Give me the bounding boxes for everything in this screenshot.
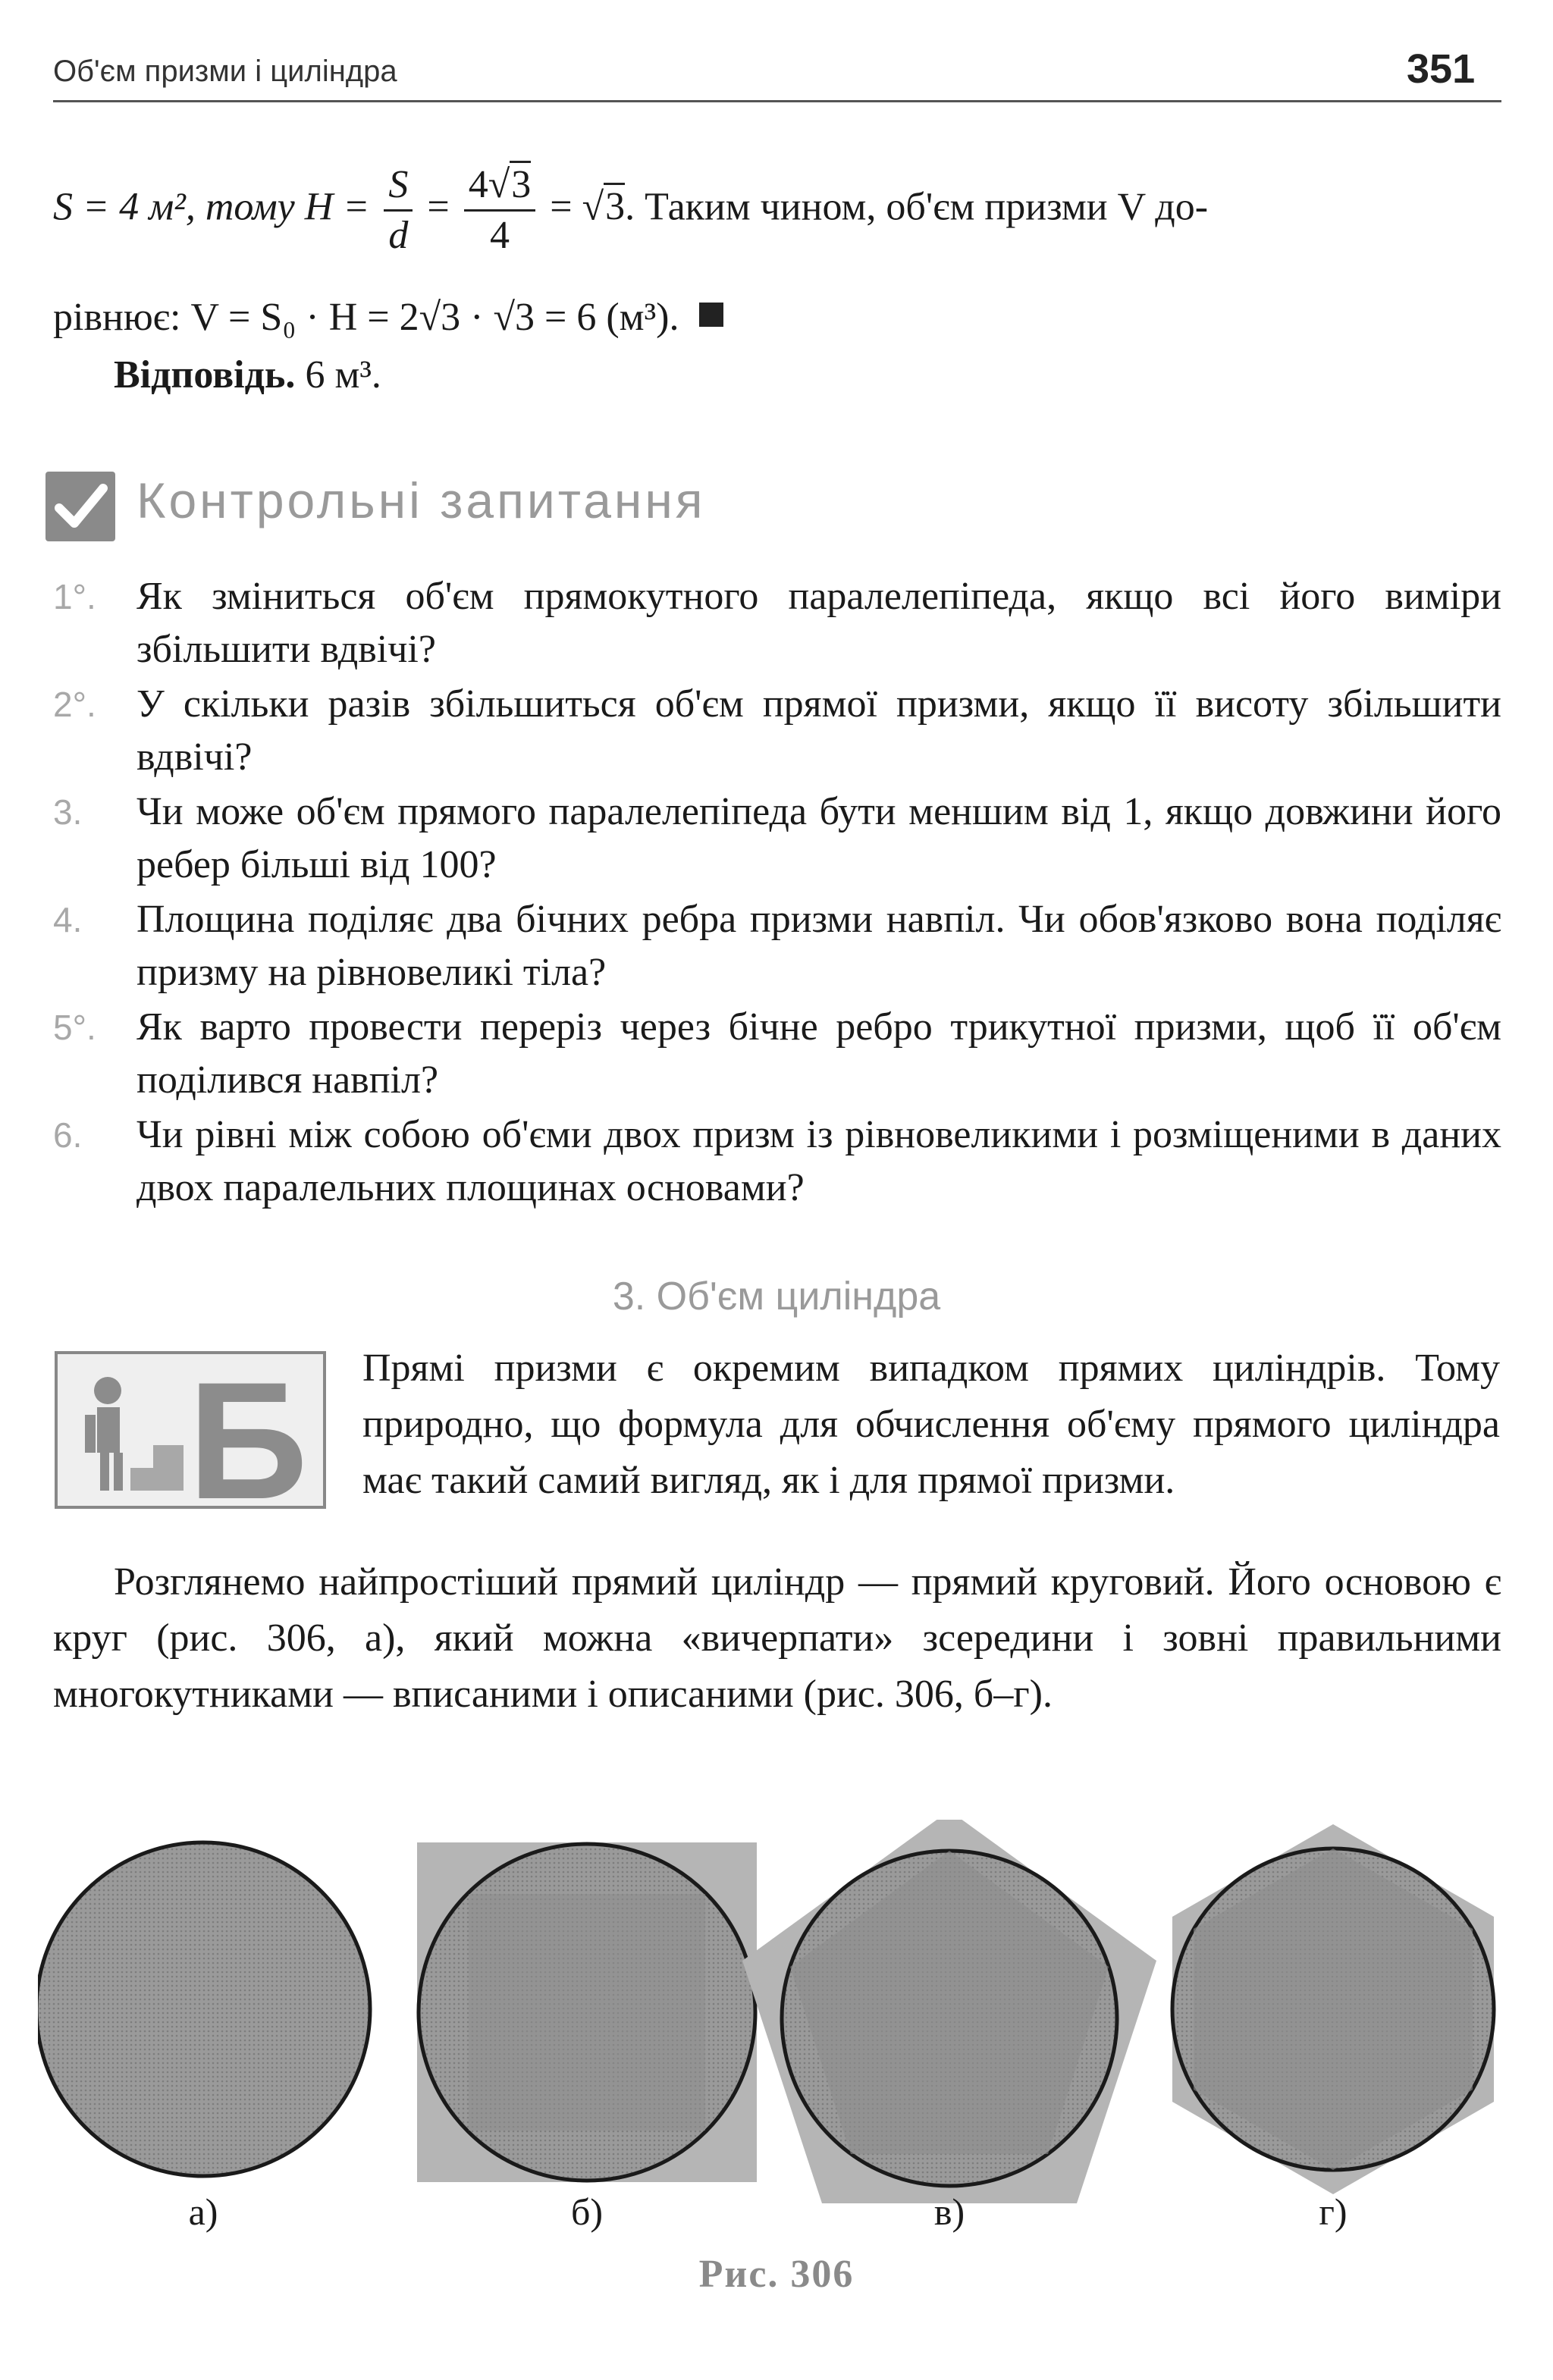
formula-prefix: S = 4 м², тому H =: [53, 185, 370, 229]
question-item: 1°. Як зміниться об'єм прямокутного паралелепіпеда, якщо всі його виміри збільшити вдвічі?: [53, 575, 1501, 671]
control-questions-heading: [45, 467, 895, 550]
figure-b-circumscribed-square: [417, 1842, 757, 2182]
climbing-figure-icon: [62, 1354, 199, 1506]
figure-label-b: б): [570, 2190, 604, 2233]
figure-c-pentagons: [742, 1820, 1156, 2203]
question-item: 4. Площина поділяє два бічних ребра призми навпіл. Чи обов'язково вона поділяє призму на рівновеликі тіла?: [53, 898, 1501, 994]
section-title: Контрольні запитання: [136, 472, 706, 528]
figure-label-a: а): [188, 2190, 218, 2233]
end-of-proof-square: [699, 303, 723, 327]
fraction-4sqrt3-over-4: $\frac{4√3}{4}$: [464, 161, 536, 260]
header-rule: [53, 100, 1501, 102]
answer-label: Відповідь.: [114, 353, 296, 397]
solution-line-1: S = 4 м², тому H = $\frac{S}{d}$ = $\frac{4√3}{4}$ = √3. Таким чином, об'єм призми V до-: [53, 161, 1501, 260]
level-letter: Б: [187, 1347, 308, 1534]
running-title: Об'єм призми і циліндра: [53, 55, 397, 88]
paragraph-main: Розглянемо найпростіший прямий циліндр — прямий круговий. Його основою є круг (рис. 306, а), який можна «вичерпати» зсередини і зовні правильними многокутниками — вписаними і описаними (рис. 306, б–г).: [53, 1560, 1501, 1716]
figure-label-c: в): [933, 2190, 965, 2233]
question-item: 6. Чи рівні між собою об'єми двох призм із рівновеликими і розміщеними в даних двох паралельних площинах основами?: [53, 1113, 1501, 1209]
checkmark-icon: [45, 472, 115, 541]
figure-label-d: г): [1319, 2190, 1348, 2233]
level-b-icon: [55, 1347, 326, 1534]
question-item: 3. Чи може об'єм прямого паралелепіпеда бути меншим від 1, якщо довжини його ребер більші від 100?: [53, 790, 1501, 886]
formula-suffix: . Таким чином, об'єм призми V до-: [625, 185, 1209, 229]
fraction-s-over-d: $\frac{S}{d}$: [384, 161, 413, 260]
subsection-title: 3. Об'єм циліндра: [612, 1275, 941, 1319]
answer-line: [114, 347, 381, 403]
sqrt-3: √3: [582, 183, 626, 228]
answer-value: 6 м³.: [295, 353, 381, 397]
figure-306: [38, 1820, 1517, 2214]
figure-caption: Рис. 306: [698, 2253, 855, 2296]
solution-line-2: рівнює: V = S₀ · H = 2√3 · √3 = 6 (м³).: [53, 290, 723, 346]
question-item: 5°. Як варто провести переріз через бічне ребро трикутної призми, щоб її об'єм поділився навпіл?: [53, 1005, 1501, 1102]
paragraph-intro: Прямі призми є окремим випадком прямих циліндрів. Тому природно, що формула для обчислення об'єму прямого циліндра має такий самий вигляд, як і для прямої призми.: [362, 1347, 1500, 1502]
figure-d-hexagons: [1172, 1824, 1494, 2194]
question-item: 2°. У скільки разів збільшиться об'єм прямої призми, якщо її висоту збільшити вдвічі?: [53, 682, 1501, 779]
figure-a-circle: [38, 1842, 370, 2176]
page-number: 351: [1407, 46, 1476, 92]
